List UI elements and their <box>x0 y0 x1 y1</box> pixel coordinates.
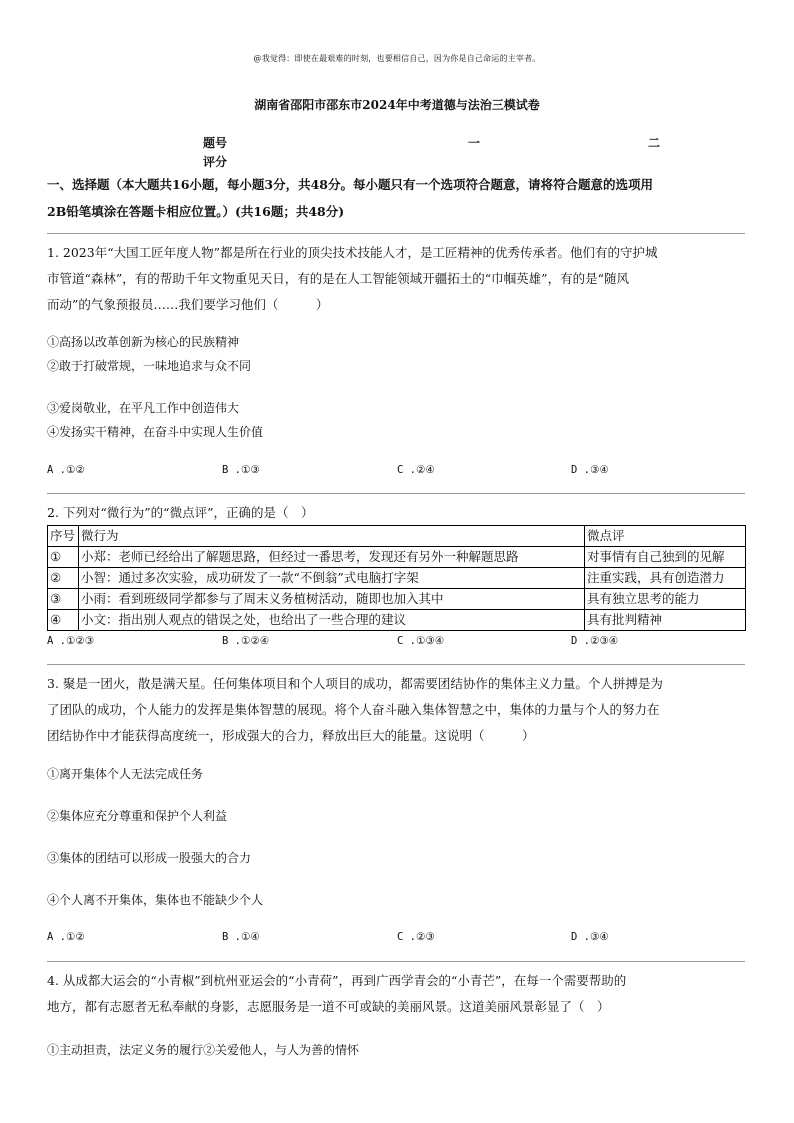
question-line: 4. 从成都大运会的“小青椒”到杭州亚运会的“小青荷”，再到广西学青会的“小青芒”，在每一个需要帮助的 <box>47 973 627 988</box>
divider <box>47 961 745 962</box>
statement-option: ②集体应充分尊重和保护个人利益 <box>47 809 228 823</box>
statement-option: ①高扬以改革创新为核心的民族精神 <box>47 335 240 349</box>
choice-a[interactable]: A .①② <box>47 464 85 476</box>
question-line: 团结协作中才能获得高度统一，形成强大的合力，释放出巨大的能量。这说明（ ） <box>47 728 535 743</box>
divider <box>47 493 745 494</box>
page-title: 湖南省邵阳市邵东市2024年中考道德与法治三模试卷 <box>254 98 540 112</box>
question-3-stem <box>47 671 747 749</box>
score-row-label-question: 题号 <box>203 136 228 150</box>
table-cell: ③ <box>48 589 79 610</box>
choice-d[interactable]: D .③④ <box>571 464 609 476</box>
table-cell: 注重实践，具有创造潜力 <box>585 568 746 589</box>
choice-b[interactable]: B .①②④ <box>222 635 270 647</box>
choice-b[interactable]: B .①④ <box>222 931 260 943</box>
table-cell: 小文：指出别人观点的错误之处，也给出了一些合理的建议 <box>79 610 585 631</box>
section-heading-line2: 2B铅笔填涂在答题卡相应位置。）(共16题；共48分) <box>47 204 345 219</box>
choice-c[interactable]: C .②③ <box>397 931 435 943</box>
table-header: 序号 <box>48 526 79 547</box>
table-cell: 小雨：看到班级同学都参与了周末义务植树活动，随即也加入其中 <box>79 589 585 610</box>
choice-d[interactable]: D .③④ <box>571 931 609 943</box>
statement-option: ④发扬实干精神，在奋斗中实现人生价值 <box>47 425 264 439</box>
choice-c[interactable]: C .②④ <box>397 464 435 476</box>
table-header-row <box>48 526 746 547</box>
section-heading-line1: 一、选择题（本大题共16小题，每小题3分，共48分。每小题只有一个选项符合题意，请将符合题意的选项用 <box>47 177 653 192</box>
divider <box>47 233 745 234</box>
choice-a[interactable]: A .①②③ <box>47 635 95 647</box>
choice-b[interactable]: B .①③ <box>222 464 260 476</box>
statement-option: ②敢于打破常规，一味地追求与众不同 <box>47 359 252 373</box>
table-row <box>48 547 746 568</box>
choice-d[interactable]: D .②③④ <box>571 635 619 647</box>
table-cell: ④ <box>48 610 79 631</box>
motto-text: @我觉得：即使在最艰难的时刻，也要相信自己，因为你是自己命运的主宰者。 <box>253 54 541 63</box>
question-line: 而动”的气象预报员……我们要学习他们（ ） <box>47 297 329 312</box>
question-line: 3. 聚是一团火，散是满天星。任何集体项目和个人项目的成功，都需要团结协作的集体主义力量。个人拼搏是为 <box>47 676 663 691</box>
question-line: 市管道“森林”，有的帮助千年文物重见天日，有的是在人工智能领域开疆拓土的“巾帼英雄”，有的是“随风 <box>47 271 629 286</box>
table-cell: ② <box>48 568 79 589</box>
choice-a[interactable]: A .①② <box>47 931 85 943</box>
question-line: 了团队的成功，个人能力的发挥是集体智慧的展现。将个人奋斗融入集体智慧之中，集体的力量与个人的努力在 <box>47 702 660 717</box>
choice-c[interactable]: C .①③④ <box>397 635 445 647</box>
table-header: 微点评 <box>585 526 746 547</box>
statement-option: ④个人离不开集体，集体也不能缺少个人 <box>47 893 264 907</box>
table-header: 微行为 <box>79 526 585 547</box>
score-col-one: 一 <box>468 136 481 150</box>
question-2-stem: 2. 下列对“微行为”的“微点评”，正确的是（ ） <box>47 505 314 520</box>
score-col-two: 二 <box>648 136 661 150</box>
question-line: 1. 2023年“大国工匠年度人物”都是所在行业的顶尖技术技能人才，是工匠精神的优秀传承者。他们有的守护城 <box>47 245 658 260</box>
statement-option: ③集体的团结可以形成一股强大的合力 <box>47 851 252 865</box>
table-cell: 对事情有自己独到的见解 <box>585 547 746 568</box>
table-cell: ① <box>48 547 79 568</box>
table-cell: 具有独立思考的能力 <box>585 589 746 610</box>
table-cell: 小郑：老师已经给出了解题思路，但经过一番思考，发现还有另外一种解题思路 <box>79 547 585 568</box>
score-row-label-score: 评分 <box>203 155 228 169</box>
section-heading <box>47 171 747 225</box>
divider <box>47 664 745 665</box>
table-row <box>48 610 746 631</box>
table-row <box>48 589 746 610</box>
statement-option: ①主动担责，法定义务的履行②关爱他人，与人为善的情怀 <box>47 1043 360 1057</box>
statement-option: ①离开集体个人无法完成任务 <box>47 767 204 781</box>
question-1-stem <box>47 240 747 318</box>
table-cell: 小智：通过多次实验，成功研发了一款“不倒翁”式电脑打字架 <box>79 568 585 589</box>
micro-behavior-table <box>47 525 746 631</box>
statement-option: ③爱岗敬业，在平凡工作中创造伟大 <box>47 401 240 415</box>
table-row <box>48 568 746 589</box>
question-4-stem <box>47 968 747 1020</box>
question-line: 地方，都有志愿者无私奉献的身影，志愿服务是一道不可或缺的美丽风景。这道美丽风景彰显了（ ） <box>47 999 610 1014</box>
table-cell: 具有批判精神 <box>585 610 746 631</box>
